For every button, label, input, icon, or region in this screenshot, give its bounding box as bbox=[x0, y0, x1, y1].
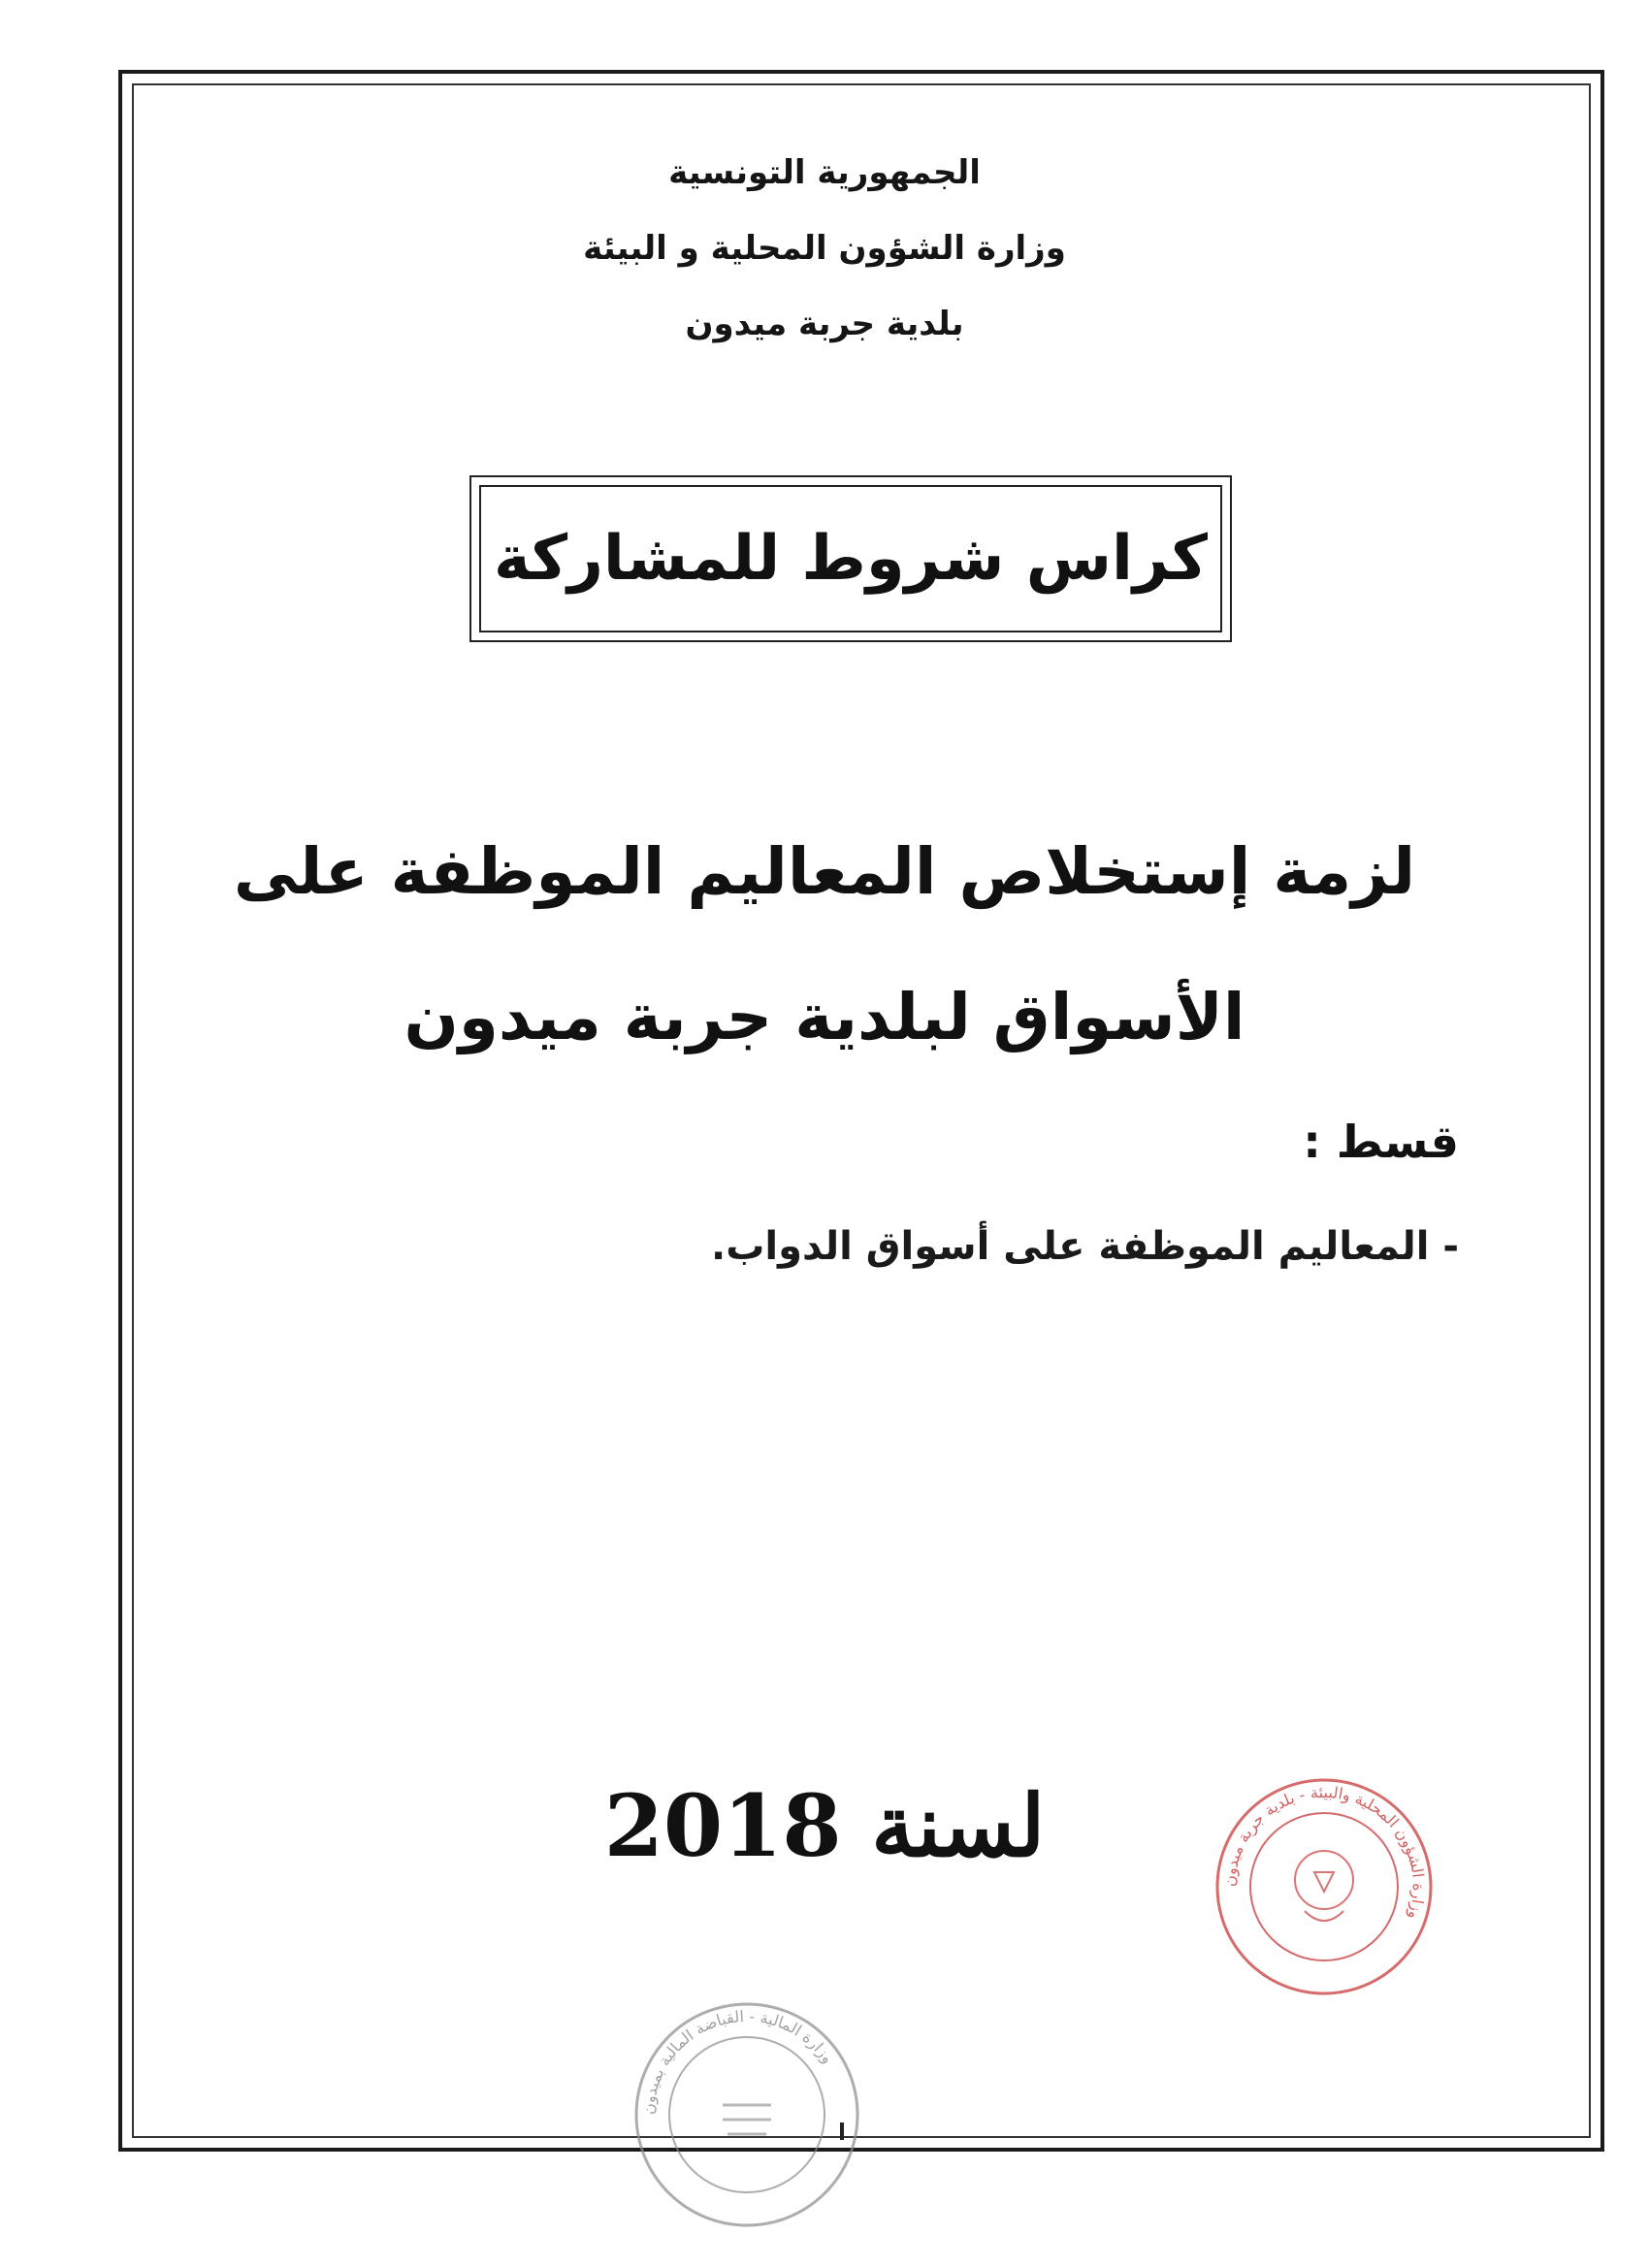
header-republic: الجمهورية التونسية bbox=[668, 153, 981, 192]
stamp-grey-text: وزارة المالية - القباضة المالية بميدون bbox=[638, 2006, 838, 2116]
header-municipality: بلدية جربة ميدون bbox=[685, 305, 964, 343]
stamp-red-text: وزارة الشؤون المحلية والبيئة - بلدية جربة ميدون bbox=[1219, 1782, 1429, 1923]
subject-line-1: لزمة إستخلاص المعاليم الموظفة على bbox=[233, 834, 1416, 909]
municipality-stamp-icon bbox=[1212, 1775, 1436, 1998]
lot-label: قسط : bbox=[1303, 1116, 1459, 1168]
document-title: كراس شروط للمشاركة bbox=[494, 523, 1208, 595]
header-ministry: وزارة الشؤون المحلية و البيئة bbox=[583, 229, 1066, 268]
title-box-inner bbox=[479, 485, 1222, 632]
page-number-mark bbox=[840, 2122, 844, 2140]
finance-stamp-icon bbox=[630, 1998, 863, 2231]
subject-line-2: الأسواق لبلدية جربة ميدون bbox=[404, 980, 1245, 1054]
title-box bbox=[469, 475, 1232, 642]
document-year: لسنة 2018 bbox=[603, 1775, 1046, 1876]
lot-item: - المعاليم الموظفة على أسواق الدواب. bbox=[711, 1224, 1459, 1269]
